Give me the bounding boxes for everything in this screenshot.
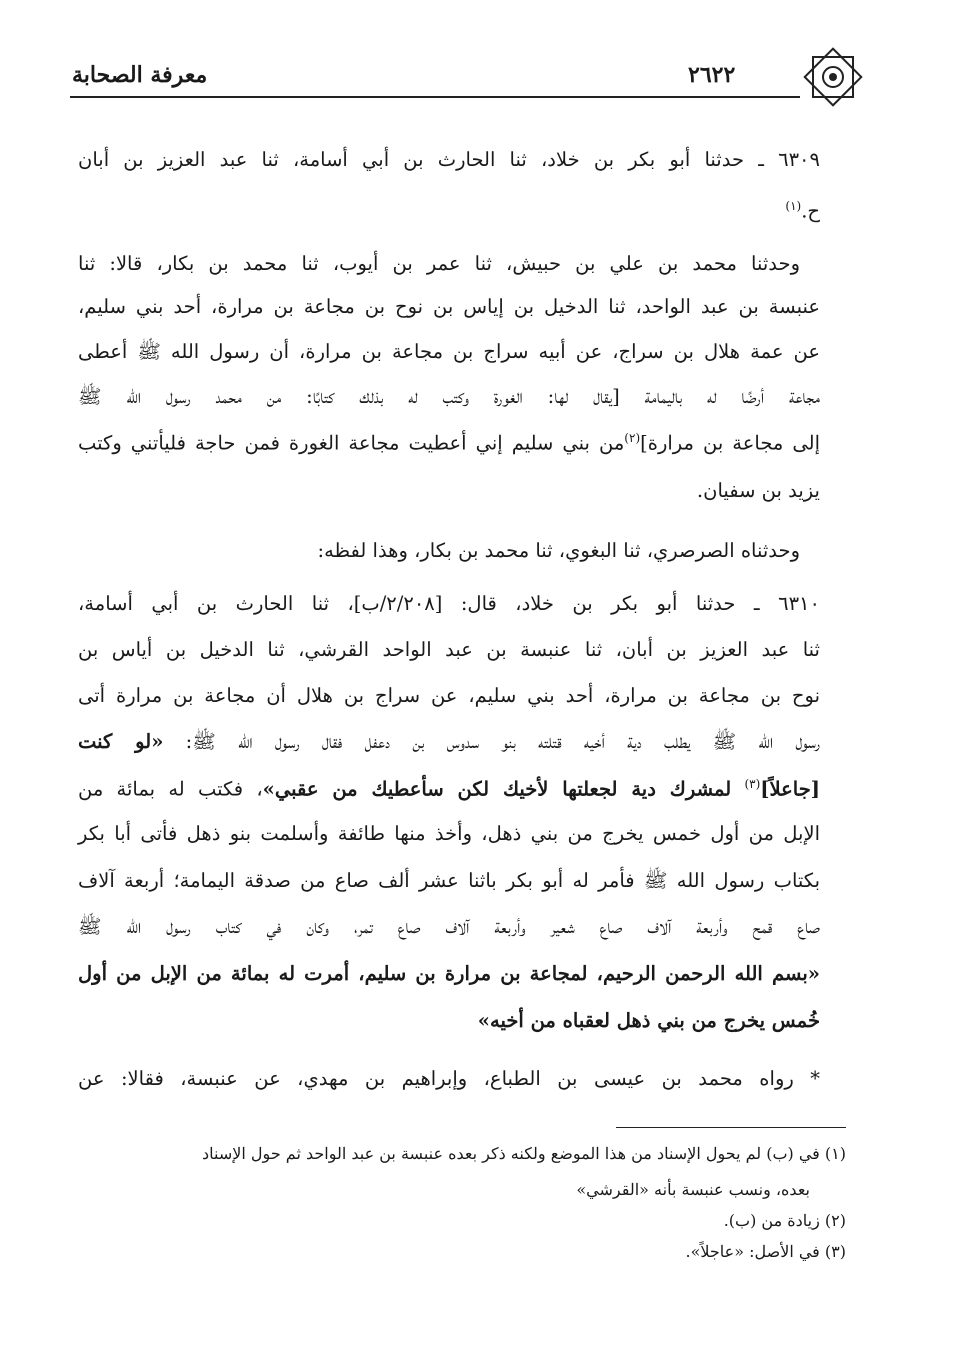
body-line: إلى مجاعة بن مرارة]$^{(٢)}$من بني سليم إني أعطيت مجاعة الغورة فمن حاجة فليأتني وكتب (78, 431, 821, 455)
body-line: عن عمة هلال بن سراج، عن أبيه سراج بن مجاعة بن مرارة، أن رسول الله ﷺ أعطى (78, 340, 820, 363)
body-line: وحدثنا محمد بن علي بن حبيش، ثنا عمر بن أيوب، ثنا محمد بن بكار، قالا: ثنا (78, 252, 800, 275)
footnote-ref: (٢) (624, 431, 641, 445)
body-line: صاع قمح وأربعة آلاف صاع شعير وأربعة آلاف صاع تمر، وكان في كتاب رسول الله ﷺ (78, 915, 820, 938)
octagram-ornament-icon (800, 44, 866, 110)
footnote: بعده، ونسب عنبسة بأنه «القرشي» (576, 1180, 810, 1199)
body-line: نوح بن مجاعة بن مرارة، أحد بني سليم، عن سراج بن هلال أن مجاعة بن مرارة أتى (78, 684, 820, 707)
running-header-title: معرفة الصحابة (72, 62, 208, 88)
body-line: [جاعلاً]$^{(٣)}$ لمشرك دية لجعلتها لأخيك لكن سأعطيك من عقبي»، فكتب له بمائة من (78, 777, 820, 801)
body-line: يزيد بن سفيان. (696, 479, 820, 502)
footnote-ref: (١) (785, 199, 802, 213)
body-line: خُمس يخرج من بني ذهل لعقباه من أخيه» (477, 1009, 820, 1032)
footnote: (١) في (ب) لم يحول الإسناد من هذا الموضع ولكنه ذكر بعده عنبسة بن عبد الواحد ثم حول الإسناد (202, 1144, 846, 1163)
body-line: «بسم الله الرحمن الرحيم، لمجاعة بن مرارة بن سليم، أمرت له بمائة من الإبل من أول (78, 962, 820, 985)
body-line: * رواه محمد بن عيسى بن الطباع، وإبراهيم بن مهدي، عن عنبسة، فقالا: عن (78, 1067, 820, 1090)
body-line: ح.$^{(١)}$ (785, 199, 820, 223)
footnote-ref: (٣) (744, 777, 761, 791)
body-line: رسول الله ﷺ يطلب دية أخيه قتلته بنو سدوس بن دعفل فقال رسول الله ﷺ: «لو كنت (78, 730, 820, 753)
body-line: ٦٣٠٩ ـ حدثنا أبو بكر بن خلاد، ثنا الحارث بن أبي أسامة، ثنا عبد العزيز بن أبان (78, 148, 820, 171)
body-line: ثنا عبد العزيز بن أبان، ثنا عنبسة بن عبد الواحد القرشي، ثنا الدخيل بن أياس بن (78, 638, 820, 661)
footnote: (٣) في الأصل: «عاجلاً». (685, 1242, 846, 1261)
body-line: الإبل من أول خمس يخرج من بني ذهل، وأخذ منها طائفة وأسلمت بنو ذهل فأتى أبا بكر (78, 822, 820, 845)
body-line: عنبسة بن عبد الواحد، ثنا الدخيل بن إياس بن نوح بن مجاعة بن مرارة، أحد بني سليم، (78, 295, 820, 318)
body-line: مجاعة أرضًا له باليمامة [يقال لها: الغورة وكتب له بذلك كتابًا: من محمد رسول الله ﷺ (78, 385, 820, 408)
footnote: (٢) زيادة من (ب). (723, 1211, 846, 1230)
body-line: بكتاب رسول الله ﷺ فأمر له أبو بكر باثنا عشر ألف صاع من صدقة اليمامة؛ أربعة آلاف (78, 869, 820, 892)
header-rule (70, 96, 800, 98)
body-line: ٦٣١٠ ـ حدثنا أبو بكر بن خلاد، قال: [٢/٢٠٨/ب]، ثنا الحارث بن أبي أسامة، (78, 592, 821, 615)
footnote-rule (616, 1127, 846, 1128)
body-line: وحدثناه الصرصري، ثنا البغوي، ثنا محمد بن بكار، وهذا لفظه: (317, 539, 800, 562)
page-number: ٢٦٢٢ (688, 62, 736, 88)
